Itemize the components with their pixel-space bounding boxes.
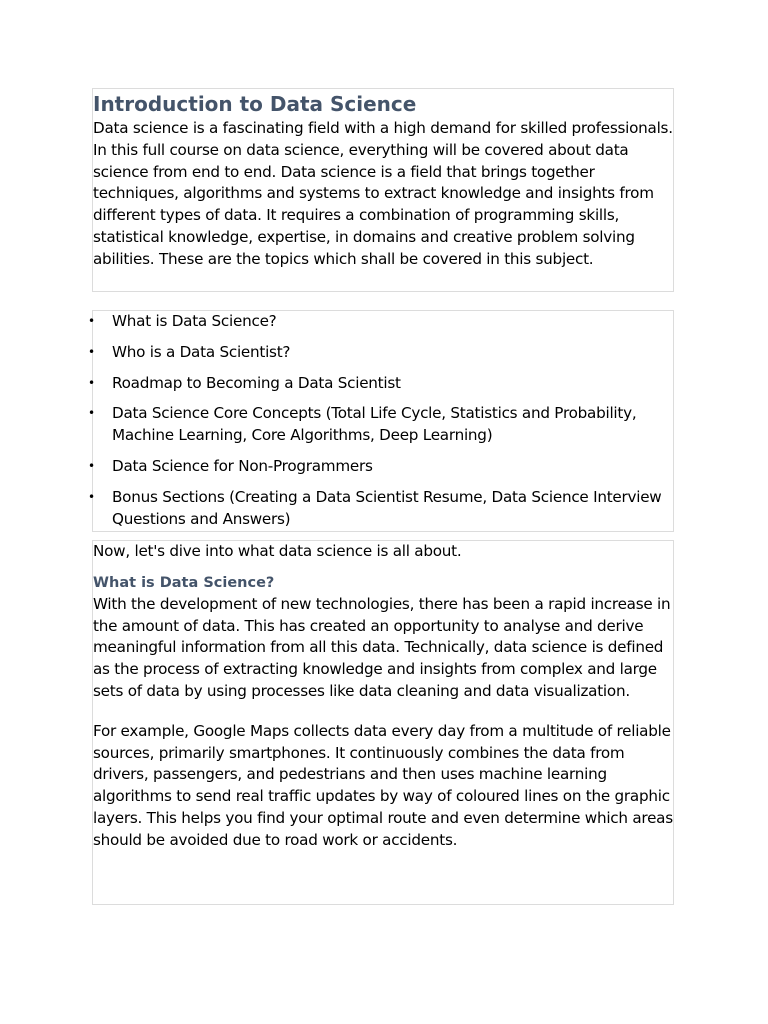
bullet-icon: • xyxy=(88,458,95,473)
list-item xyxy=(88,487,673,531)
intro-section xyxy=(92,88,674,292)
list-item xyxy=(88,311,673,333)
bullet-icon: • xyxy=(88,344,95,359)
bullet-icon: • xyxy=(88,489,95,504)
topic-label: Roadmap to Becoming a Data Scientist xyxy=(112,373,401,392)
bullet-icon: • xyxy=(88,314,95,328)
list-item xyxy=(88,373,673,395)
section-paragraph-2: For example, Google Maps collects data every day from a multitude of reliable sources, primarily smartphones. It continuously combines the data from drivers, passengers, and pedestrians and then uses machine learning algorithms to send real traffic updates by way of coloured lines on the graphic layers. This helps you find your optimal route and even determine which areas should be avoided due to road work or accidents. xyxy=(93,721,673,849)
topic-label: What is Data Science? xyxy=(112,312,277,330)
bullet-icon: • xyxy=(88,406,95,421)
topic-label: Data Science for Non-Programmers xyxy=(112,456,373,475)
topics-section xyxy=(88,310,674,532)
transition-text: Now, let's dive into what data science is all about. xyxy=(93,542,462,560)
topic-label: Bonus Sections (Creating a Data Scientist Resume, Data Science Interview Questions and Answers) xyxy=(112,487,662,528)
intro-paragraph: Data science is a fascinating field with a high demand for skilled professionals. In this full course on data science, everything will be covered about data science from end to end. Data science is a field that brings together techniques, algorithms and systems to extract knowledge and insights from different types of data. It requires a combination of programming skills, statistical knowledge, expertise, in domains and creative problem solving abilities. These are the topics which shall be covered in this subject. xyxy=(93,119,673,268)
list-item xyxy=(88,403,673,447)
list-item xyxy=(88,342,673,364)
section-heading: What is Data Science? xyxy=(93,574,275,591)
topics-list xyxy=(88,311,673,530)
bullet-icon: • xyxy=(88,375,95,390)
body-section xyxy=(92,540,674,905)
page-title: Introduction to Data Science xyxy=(93,92,417,116)
list-item xyxy=(88,456,673,478)
topic-label: Who is a Data Scientist? xyxy=(112,342,291,361)
topic-label: Data Science Core Concepts (Total Life Cycle, Statistics and Probability, Machine Learning, Core Algorithms, Deep Learning) xyxy=(112,404,637,445)
section-paragraph-1: With the development of new technologies, there has been a rapid increase in the amount of data. This has created an opportunity to analyse and derive meaningful information from all this data. Technically, data science is defined as the process of extracting knowledge and insights from complex and large sets of data by using processes like data cleaning and data visualization. xyxy=(93,594,671,700)
